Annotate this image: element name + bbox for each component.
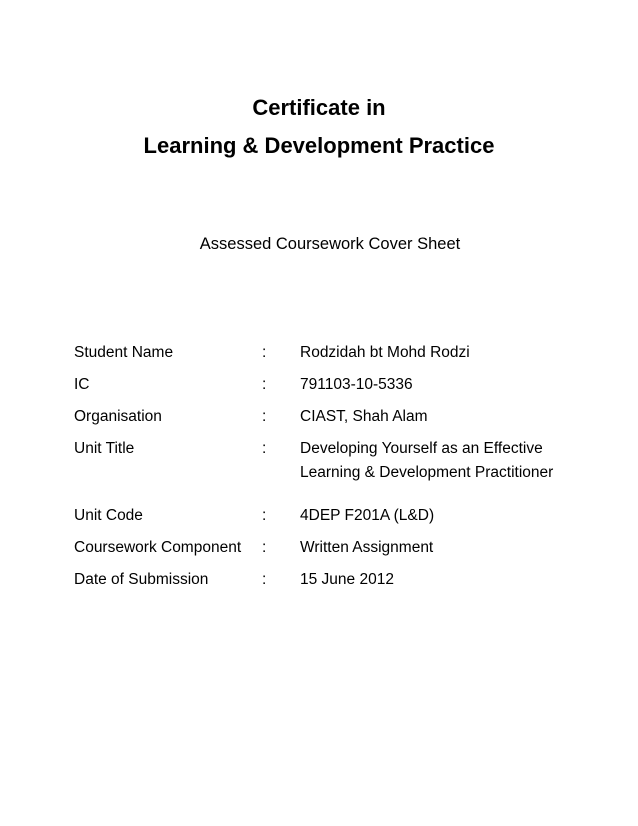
field-label: Organisation	[74, 408, 162, 425]
field-value	[300, 437, 600, 485]
field-value-line: Developing Yourself as an Effective	[300, 440, 543, 457]
field-separator: :	[262, 376, 267, 393]
certificate-title-line1: Certificate in	[252, 95, 386, 120]
field-separator: :	[262, 440, 267, 457]
certificate-title-line2: Learning & Development Practice	[143, 133, 495, 158]
field-value: Rodzidah bt Mohd Rodzi	[300, 344, 470, 361]
field-label: Student Name	[74, 344, 174, 361]
field-separator: :	[262, 539, 267, 556]
field-value-line: Learning & Development Practitioner	[300, 464, 554, 481]
field-label: Unit Code	[74, 507, 143, 524]
field-label: Coursework Component	[74, 539, 242, 556]
field-label: IC	[74, 376, 90, 393]
field-value: 791103-10-5336	[300, 376, 413, 393]
field-label: Unit Title	[74, 440, 135, 457]
field-separator: :	[262, 344, 267, 361]
field-value: 15 June 2012	[300, 571, 394, 588]
cover-sheet-subtitle: Assessed Coursework Cover Sheet	[199, 235, 461, 253]
field-label: Date of Submission	[74, 571, 209, 588]
field-value: 4DEP F201A (L&D)	[300, 507, 435, 524]
field-separator: :	[262, 507, 267, 524]
field-separator: :	[262, 571, 267, 588]
field-value: Written Assignment	[300, 539, 434, 556]
field-value: CIAST, Shah Alam	[300, 408, 428, 425]
field-separator: :	[262, 408, 267, 425]
